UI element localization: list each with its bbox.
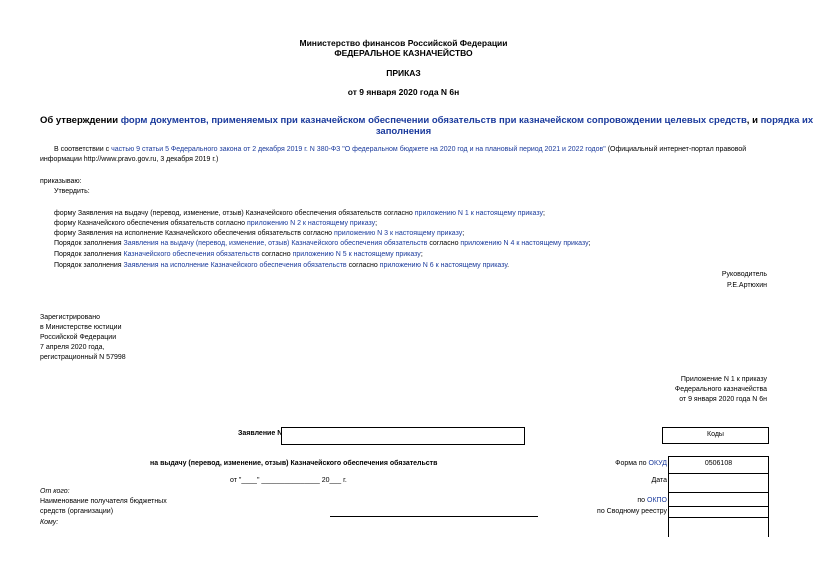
signature-role: Руководитель: [721, 271, 767, 278]
okpo-prefix: по: [637, 497, 647, 504]
from-label: От кого:: [40, 488, 70, 495]
order-item-4: [54, 240, 591, 247]
order-item-mid: согласно: [259, 251, 293, 258]
title-mid: , и: [746, 115, 761, 126]
recipient-line-1: Наименование получателя бюджетных: [40, 498, 167, 505]
order-item-text: форму Заявления на выдачу (перевод, изменение, отзыв) Казначейского обеспечения обязательств согласно: [54, 210, 415, 217]
order-item-end: .: [507, 262, 510, 269]
okud-prefix: Форма по: [615, 460, 649, 467]
order-item-2: [54, 220, 377, 227]
recipient-name-line[interactable]: [330, 516, 538, 517]
preamble-law-link[interactable]: частью 9 статьи 5 Федерального закона от 2 декабря 2019 г. N 380-ФЗ "О федеральном бюджете на 2020 год и на плановый период 2021 и 2022 годов": [111, 146, 606, 153]
appendix-2-link[interactable]: приложению N 2 к настоящему приказу: [246, 220, 376, 227]
order-prikazyvayu: приказываю:: [40, 178, 82, 185]
okud-label: [560, 460, 667, 467]
to-label: Кому:: [40, 519, 59, 526]
order-item-5: [54, 251, 423, 258]
order-utverdit: Утвердить:: [54, 188, 90, 195]
appendix-line-2: Федерального казначейства: [674, 386, 767, 393]
preamble-line-2: информации http://www.pravo.gov.ru, 3 декабря 2019 г.): [40, 156, 219, 163]
order-item-3: [54, 230, 464, 237]
order-item-6: [54, 262, 509, 269]
okpo-code-cell[interactable]: [668, 492, 769, 507]
preamble-suffix: (Официальный интернет-портал правовой: [605, 146, 747, 153]
order-item-text: Порядок заполнения: [54, 240, 124, 247]
codes-column-right-border: [768, 517, 769, 537]
appendix-3-link[interactable]: приложению N 3 к настоящему приказу: [334, 230, 463, 237]
order-item-mid: согласно: [346, 262, 380, 269]
appendix-line-1: Приложение N 1 к приказу: [680, 376, 767, 383]
order-item-end: ;: [375, 220, 378, 227]
svodny-label: по Сводному реестру: [597, 508, 667, 515]
procedure-6-link[interactable]: Заявления на исполнение Казначейского обеспечения обязательств: [123, 262, 347, 269]
appendix-6-link[interactable]: приложению N 6 к настоящему приказу: [379, 262, 508, 269]
title-link-forms[interactable]: форм документов, применяемых при казначейском обеспечении обязательств при казначейском сопровождении целевых средств: [120, 115, 747, 126]
document-type: ПРИКАЗ: [386, 68, 421, 78]
registration-line-3: Российской Федерации: [40, 334, 117, 341]
codes-label: Коды: [707, 431, 724, 438]
date-label: Дата: [651, 477, 667, 484]
order-item-end: ;: [420, 251, 423, 258]
order-item-end: ;: [588, 240, 591, 247]
order-item-1: [54, 210, 545, 217]
registration-line-1: Зарегистрировано: [40, 314, 100, 321]
procedure-5-link[interactable]: Казначейского обеспечения обязательств: [123, 251, 260, 258]
procedure-4-link[interactable]: Заявления на выдачу (перевод, изменение, отзыв) Казначейского обеспечения обязательств: [123, 240, 428, 247]
appendix-1-link[interactable]: приложению N 1 к настоящему приказу: [414, 210, 543, 217]
appendix-5-link[interactable]: приложению N 5 к настоящему приказу: [292, 251, 421, 258]
agency-name: ФЕДЕРАЛЬНОЕ КАЗНАЧЕЙСТВО: [334, 48, 473, 58]
okpo-label: [560, 497, 667, 504]
order-item-text: форму Заявления на исполнение Казначейского обеспечения обязательств согласно: [54, 230, 335, 237]
appendix-line-3: от 9 января 2020 года N 6н: [679, 396, 767, 403]
recipient-line-2: средств (организации): [40, 508, 114, 515]
okud-link[interactable]: ОКУД: [648, 460, 667, 467]
form-date-line: от "____" _______________ 20___ г.: [230, 477, 347, 484]
codes-column-left-border: [668, 517, 669, 537]
preamble-line-1: [54, 146, 746, 153]
order-item-text: Порядок заполнения: [54, 251, 124, 258]
title-link-procedure[interactable]: порядка их: [760, 115, 813, 126]
order-title: [40, 115, 813, 126]
order-item-mid: согласно: [427, 240, 461, 247]
order-item-end: ;: [462, 230, 465, 237]
appendix-4-link[interactable]: приложению N 4 к настоящему приказу: [460, 240, 589, 247]
preamble-prefix: В соответствии с: [54, 146, 112, 153]
statement-number-field[interactable]: [281, 427, 525, 445]
order-item-text: Порядок заполнения: [54, 262, 124, 269]
okpo-link[interactable]: ОКПО: [647, 497, 667, 504]
registration-line-2: в Министерстве юстиции: [40, 324, 122, 331]
date-code-cell[interactable]: [668, 473, 769, 493]
form-title-label: Заявление N: [238, 430, 283, 437]
form-subtitle: на выдачу (перевод, изменение, отзыв) Казначейского обеспечения обязательств: [150, 460, 438, 467]
document-date-number: от 9 января 2020 года N 6н: [347, 87, 460, 97]
title-link-procedure-cont[interactable]: заполнения: [375, 126, 432, 137]
order-item-text: форму Казначейского обеспечения обязательств согласно: [54, 220, 247, 227]
order-item-end: ;: [542, 210, 545, 217]
signature-name: Р.Е.Артюхин: [727, 282, 767, 289]
registration-line-4: 7 апреля 2020 года,: [40, 344, 105, 351]
okud-code-value: 0506108: [704, 460, 733, 467]
svodny-code-cell[interactable]: [668, 506, 769, 518]
registration-line-5: регистрационный N 57998: [40, 354, 126, 361]
ministry-name: Министерство финансов Российской Федерации: [299, 38, 508, 48]
title-prefix: Об утверждении: [40, 115, 121, 126]
